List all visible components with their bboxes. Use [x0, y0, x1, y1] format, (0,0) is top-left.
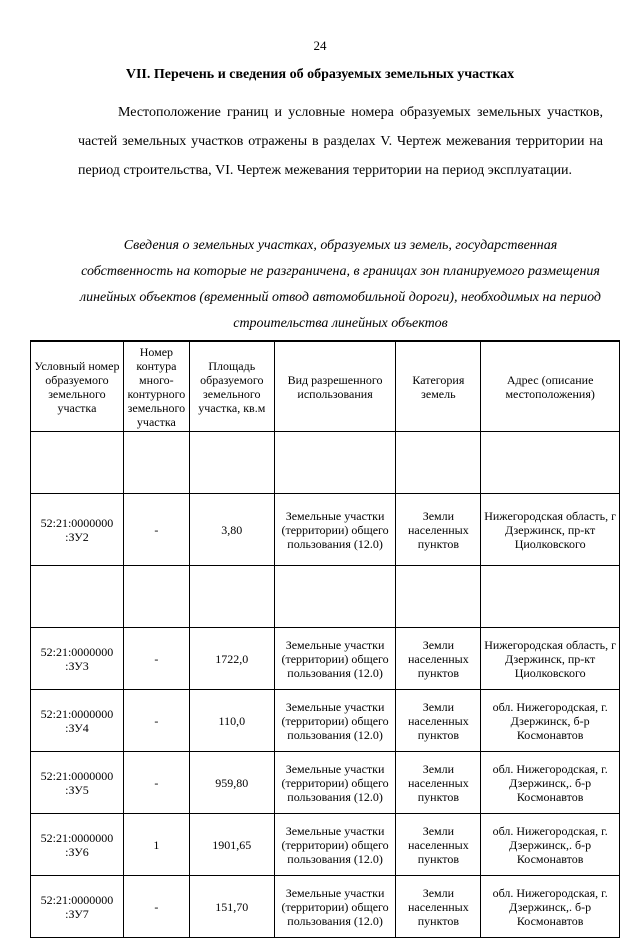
cell-area: 110,0 — [190, 690, 275, 752]
cell-address: Нижегородская область, г Дзержинск, пр-кт Циолковского — [481, 494, 620, 566]
cell-contour: - — [124, 494, 190, 566]
cell-address: Нижегородская область, г Дзержинск, пр-кт Циолковского — [481, 628, 620, 690]
cell-category: Земли населенных пунктов — [396, 752, 481, 814]
cell-category: Земли населенных пунктов — [396, 690, 481, 752]
table-caption: Сведения о земельных участках, образуемых из земель, государственная собственность на которые не разграничена, в границах зон планируемого размещения линейных объектов (временный отвод автомобильной дороги), необходимых на период строительства линейных объектов — [79, 238, 602, 331]
cell-address: обл. Нижегородская, г. Дзержинск,. б-р Космонавтов — [481, 876, 620, 938]
table-row — [31, 876, 620, 938]
cell-contour: - — [124, 752, 190, 814]
header-category: Категория земель — [396, 342, 481, 432]
cell-address: обл. Нижегородская, г. Дзержинск,. б-р Космонавтов — [481, 814, 620, 876]
cell-usage: Земельные участки (территории) общего пользования (12.0) — [275, 876, 397, 938]
header-usage: Вид разрешенного использования — [275, 342, 397, 432]
table-row — [31, 494, 620, 566]
cell-category: Земли населенных пунктов — [396, 814, 481, 876]
cell-plot-number: 52:21:0000000 :ЗУ5 — [31, 752, 124, 814]
header-area: Площадь образуемого земельного участка, кв.м — [190, 342, 275, 432]
cell-address: обл. Нижегородская, г. Дзержинск, б-р Космонавтов — [481, 690, 620, 752]
cell-usage: Земельные участки (территории) общего пользования (12.0) — [275, 752, 397, 814]
table-row — [31, 690, 620, 752]
cell-area: 1901,65 — [190, 814, 275, 876]
header-contour-number: Номер контура много-контурного земельного участка — [124, 342, 190, 432]
cell-plot-number: 52:21:0000000 :ЗУ6 — [31, 814, 124, 876]
cell-plot-number: 52:21:0000000 :ЗУ3 — [31, 628, 124, 690]
page-number: 24 — [313, 38, 327, 53]
section-heading: VII. Перечень и сведения об образуемых земельных участках — [125, 67, 515, 82]
body-paragraph: Местоположение границ и условные номера образуемых земельных участков, частей земельных участков отражены в разделах V. Чертеж межевания территории на период строительства, VI. Чертеж межевания территории на период эксплуатации. — [78, 105, 603, 178]
cell-usage: Земельные участки (территории) общего пользования (12.0) — [275, 814, 397, 876]
cell-usage: Земельные участки (территории) общего пользования (12.0) — [275, 690, 397, 752]
cell-usage: Земельные участки (территории) общего пользования (12.0) — [275, 628, 397, 690]
table-row — [31, 752, 620, 814]
cell-contour: - — [124, 876, 190, 938]
cell-contour: - — [124, 690, 190, 752]
table-header-row — [31, 342, 620, 432]
cell-category: Земли населенных пунктов — [396, 494, 481, 566]
cell-contour: 1 — [124, 814, 190, 876]
cell-category: Земли населенных пунктов — [396, 876, 481, 938]
header-plot-number: Условный номер образуемого земельного участка — [31, 342, 124, 432]
cell-area: 959,80 — [190, 752, 275, 814]
cell-contour: - — [124, 628, 190, 690]
cell-area: 151,70 — [190, 876, 275, 938]
table-row — [31, 628, 620, 690]
cell-category: Земли населенных пунктов — [396, 628, 481, 690]
cell-plot-number: 52:21:0000000 :ЗУ7 — [31, 876, 124, 938]
table-row — [31, 814, 620, 876]
land-plots-table — [30, 340, 620, 938]
cell-area: 1722,0 — [190, 628, 275, 690]
cell-plot-number: 52:21:0000000 :ЗУ4 — [31, 690, 124, 752]
cell-area: 3,80 — [190, 494, 275, 566]
header-address: Адрес (описание местоположения) — [481, 342, 620, 432]
cell-address: обл. Нижегородская, г. Дзержинск,. б-р Космонавтов — [481, 752, 620, 814]
cell-plot-number: 52:21:0000000 :ЗУ2 — [31, 494, 124, 566]
cell-usage: Земельные участки (территории) общего пользования (12.0) — [275, 494, 397, 566]
